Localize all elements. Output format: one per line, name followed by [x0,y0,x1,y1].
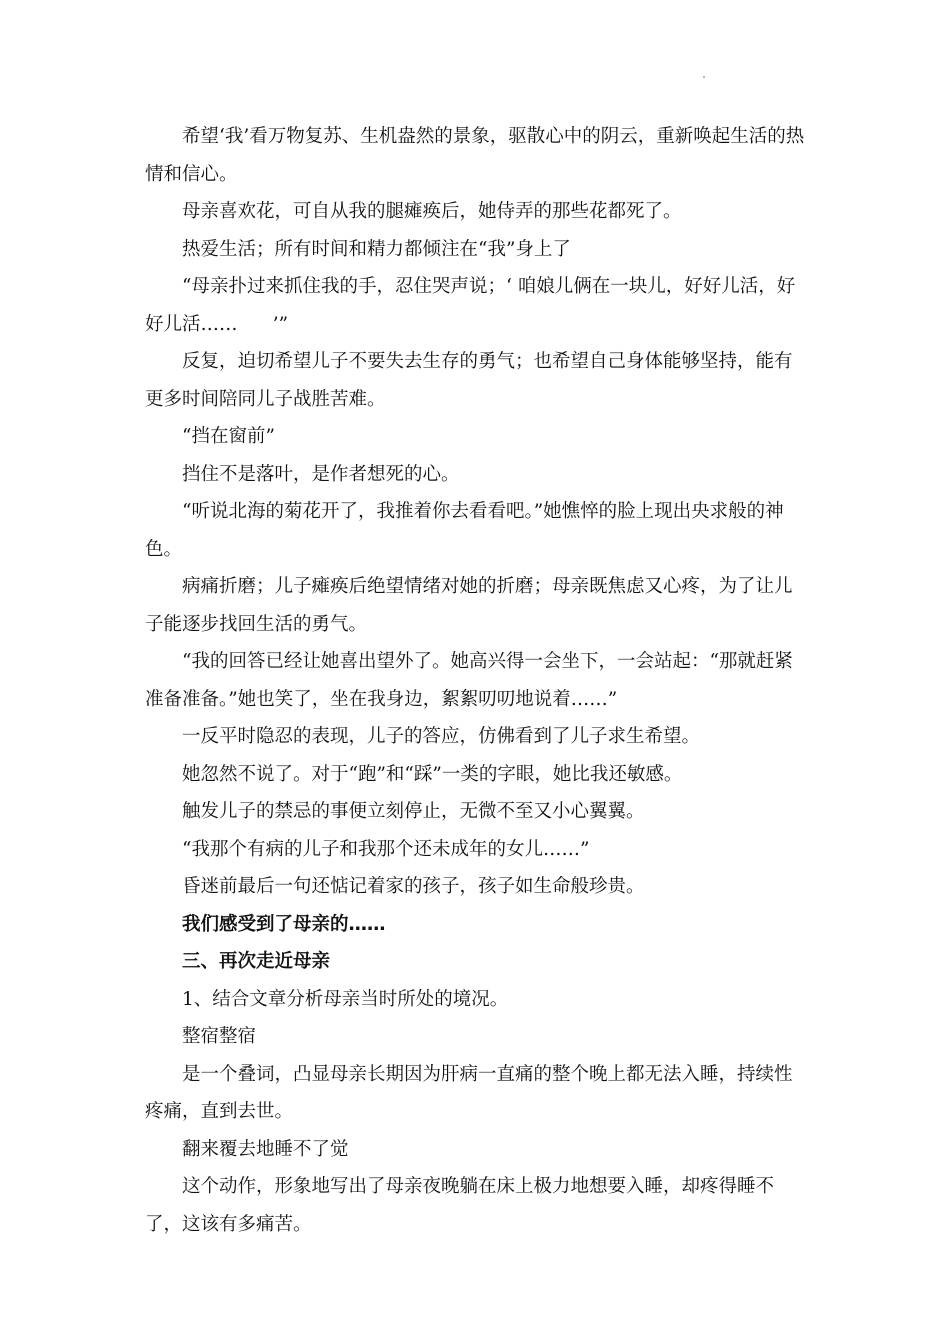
paragraph: 她忽然不说了。对于“跑”和“踩”一类的字眼，她比我还敏感。 [182,763,683,785]
paragraph: 整宿整宿 [182,1026,257,1047]
paragraph: 热爱生活；所有时间和精力都倾注在“我”身上了 [182,238,571,260]
paragraph: 一反平时隐忍的表现，儿子的答应，仿佛看到了儿子求生希望。 [182,726,701,747]
section-heading: 三、再次走近母亲 [182,951,331,972]
paragraph: 昏迷前最后一句还惦记着家的孩子，孩子如生命般珍贵。 [182,876,645,897]
paragraph: 触发儿子的禁忌的事便立刻停止，无微不至又小心翼翼。 [182,801,645,822]
bold-summary-line: 我们感受到了母亲的…… [182,913,386,935]
paragraph: 翻来覆去地睡不了觉 [182,1138,349,1160]
paragraph: 这个动作，形象地写出了母亲夜晚躺在床上极力地想要入睡，却疼得睡不了，这该有多痛苦。 [145,1176,775,1235]
paragraph: 反复，迫切希望儿子不要失去生存的勇气；也希望自己身体能够坚持，能有更多时间陪同儿子战胜苦难。 [145,351,793,410]
paragraph: 挡住不是落叶，是作者想死的心。 [182,463,460,485]
paragraph: “听说北海的菊花开了，我推着你去看看吧。”她憔悴的脸上现出央求般的神色。 [145,501,784,560]
paragraph: 是一个叠词，凸显母亲长期因为肝病一直痛的整个晚上都无法入睡，持续性疼痛，直到去世。 [145,1063,793,1122]
paragraph: “我那个有病的儿子和我那个还未成年的女儿……” [182,838,590,860]
paragraph: 母亲喜欢花，可自从我的腿瘫痪后，她侍弄的那些花都死了。 [182,201,682,222]
paragraph: “挡在窗前” [182,426,275,447]
paragraph: “母亲扑过来抓住我的手，忍住哭声说；‘ 咱娘儿俩在一块儿，好好儿活，好好儿活…… ’” [145,276,796,335]
paragraph: 病痛折磨；儿子瘫痪后绝望情绪对她的折磨；母亲既焦虑又心疼，为了让儿子能逐步找回生活的勇气。 [145,576,793,635]
document-body [145,118,810,1243]
paragraph: “我的回答已经让她喜出望外了。她高兴得一会坐下，一会站起：“那就赶紧准备准备。”她也笑了，坐在我身边，絮絮叨叨地说着……” [145,651,793,710]
header-dot-mark [703,76,705,78]
paragraph: 希望‘我’看万物复苏、生机盎然的景象，驱散心中的阴云，重新唤起生活的热情和信心。 [145,126,805,185]
question-item: 1、结合文章分析母亲当时所处的境况。 [182,988,509,1010]
